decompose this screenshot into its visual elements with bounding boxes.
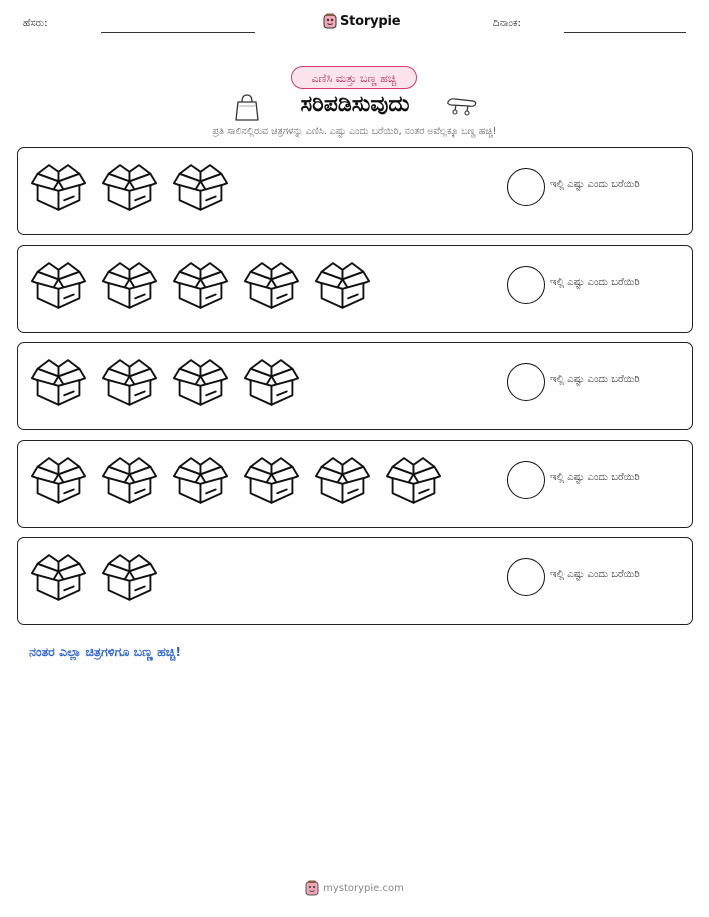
open-box-icon	[101, 160, 158, 214]
open-box-icon	[30, 355, 87, 409]
brand-name: Storypie	[340, 13, 401, 29]
answer-hint: ಇಲ್ಲಿ ಎಷ್ಟು ಎಂದು ಬರೆಯಿರಿ	[550, 277, 640, 288]
count-row-5	[17, 537, 693, 625]
open-box-icon	[30, 550, 87, 604]
open-box-icon	[385, 453, 442, 507]
open-box-icon	[243, 258, 300, 312]
activity-badge: ಎಣಿಸಿ ಮತ್ತು ಬಣ್ಣ ಹಚ್ಚಿ	[291, 66, 417, 89]
date-line[interactable]	[564, 32, 686, 33]
open-box-icon	[101, 258, 158, 312]
open-box-icon	[101, 550, 158, 604]
storypie-logo-icon	[323, 13, 337, 29]
count-row-3	[17, 342, 693, 430]
brand-logo	[323, 13, 400, 29]
open-box-icon	[172, 160, 229, 214]
answer-hint: ಇಲ್ಲಿ ಎಷ್ಟು ಎಂದು ಬರೆಯಿರಿ	[550, 569, 640, 580]
open-box-icon	[172, 453, 229, 507]
open-box-icon	[101, 453, 158, 507]
open-box-icon	[30, 160, 87, 214]
open-box-icon	[314, 453, 371, 507]
open-box-icon	[172, 258, 229, 312]
answer-circle[interactable]	[507, 363, 545, 401]
open-box-icon	[30, 453, 87, 507]
open-box-icon	[101, 355, 158, 409]
box-group	[30, 160, 229, 214]
open-box-icon	[243, 355, 300, 409]
box-group	[30, 453, 442, 507]
answer-circle[interactable]	[507, 558, 545, 596]
footer	[0, 880, 709, 896]
count-row-2	[17, 245, 693, 333]
answer-hint: ಇಲ್ಲಿ ಎಷ್ಟು ಎಂದು ಬರೆಯಿರಿ	[550, 374, 640, 385]
date-label: ದಿನಾಂಕ:	[493, 18, 521, 29]
box-group	[30, 550, 158, 604]
name-label: ಹೆಸರು:	[23, 18, 48, 29]
answer-circle[interactable]	[507, 168, 545, 206]
answer-hint: ಇಲ್ಲಿ ಎಷ್ಟು ಎಂದು ಬರೆಯಿರಿ	[550, 472, 640, 483]
box-group	[30, 258, 371, 312]
open-box-icon	[243, 453, 300, 507]
open-box-icon	[314, 258, 371, 312]
count-row-4	[17, 440, 693, 528]
footer-note: ನಂತರ ಎಲ್ಲಾ ಚಿತ್ರಗಳಿಗೂ ಬಣ್ಣ ಹಚ್ಚಿ!	[29, 644, 182, 659]
skateboard-icon	[446, 96, 478, 116]
name-line[interactable]	[101, 32, 255, 33]
footer-url: mystorypie.com	[323, 882, 404, 894]
box-group	[30, 355, 300, 409]
count-row-1	[17, 147, 693, 235]
answer-hint: ಇಲ್ಲಿ ಎಷ್ಟು ಎಂದು ಬರೆಯಿರಿ	[550, 179, 640, 190]
answer-circle[interactable]	[507, 461, 545, 499]
instructions: ಪ್ರತಿ ಸಾಲಿನಲ್ಲಿರುವ ಚಿತ್ರಗಳನ್ನು ಎಣಿಸಿ. ಎಷ್ಟು ಎಂದು ಬರೆಯಿರಿ, ನಂತರ ಅವೆಲ್ಲಕ್ಕೂ ಬಣ್ಣ ಹಚ್ಚಿ!	[212, 126, 497, 137]
open-box-icon	[172, 355, 229, 409]
page-title: ಸರಿಪಡಿಸುವುದು	[300, 92, 410, 117]
storypie-logo-icon	[305, 880, 319, 896]
open-box-icon	[30, 258, 87, 312]
answer-circle[interactable]	[507, 266, 545, 304]
